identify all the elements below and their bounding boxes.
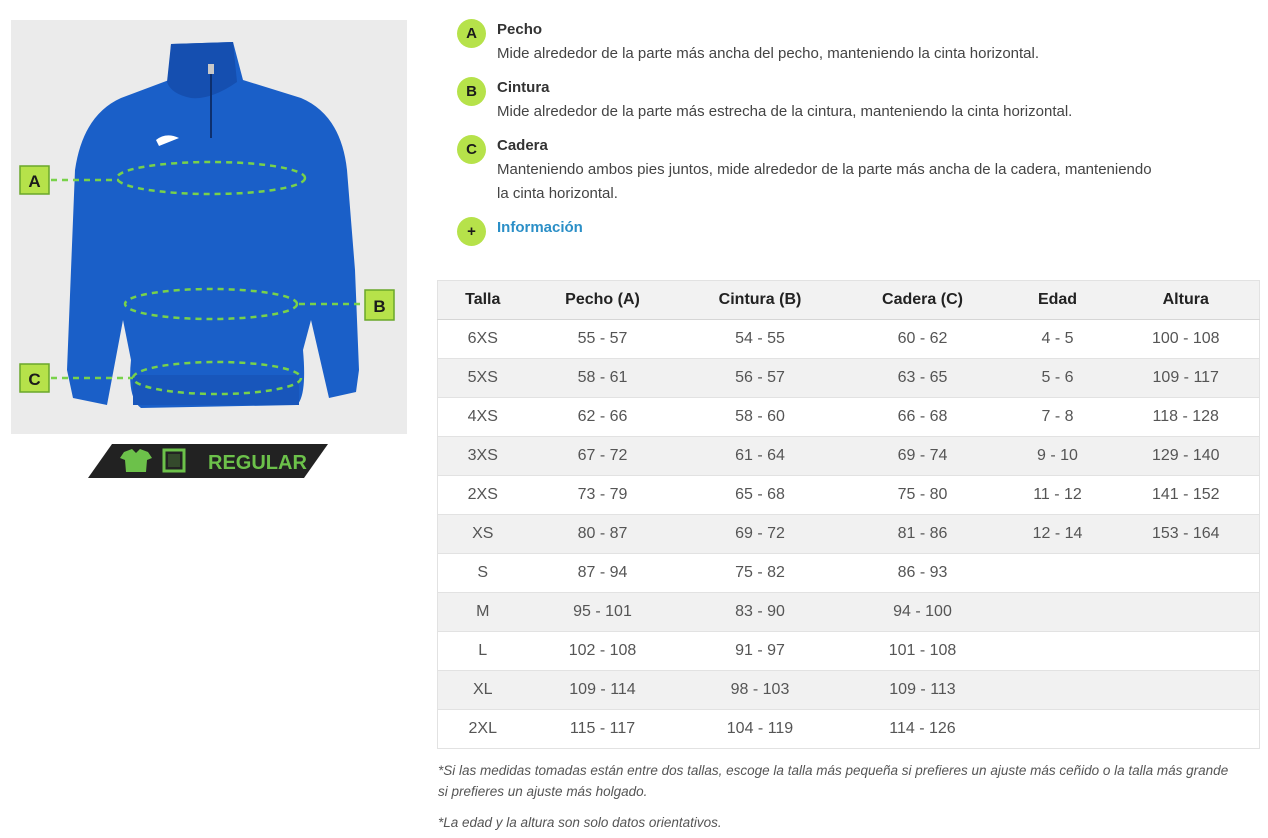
- zipper-pull: [208, 64, 214, 74]
- note-age-height: *La edad y la altura son solo datos orientativos.: [438, 815, 722, 830]
- info-link[interactable]: Información: [497, 219, 583, 236]
- size-table: [437, 280, 1260, 749]
- table-cell: 63 - 65: [843, 359, 1003, 398]
- table-row: [438, 320, 1260, 359]
- table-cell: M: [438, 593, 528, 632]
- table-cell: [1113, 710, 1260, 749]
- table-row: [438, 554, 1260, 593]
- guide-desc-hip-line1: Manteniendo ambos pies juntos, mide alrededor de la parte más ancha de la cadera, manteniendo: [497, 161, 1152, 178]
- table-cell: [1003, 671, 1113, 710]
- table-cell: 75 - 82: [678, 554, 843, 593]
- table-cell: 101 - 108: [843, 632, 1003, 671]
- table-cell: 6XS: [438, 320, 528, 359]
- table-header-row: [438, 281, 1260, 320]
- table-cell: 2XL: [438, 710, 528, 749]
- header-edad: Edad: [1003, 281, 1113, 320]
- table-cell: 67 - 72: [528, 437, 678, 476]
- table-row: [438, 671, 1260, 710]
- table-cell: 55 - 57: [528, 320, 678, 359]
- note-sizing: [438, 760, 1268, 802]
- table-cell: [1113, 671, 1260, 710]
- header-cadera: Cadera (C): [843, 281, 1003, 320]
- table-cell: 66 - 68: [843, 398, 1003, 437]
- table-cell: XS: [438, 515, 528, 554]
- table-cell: 12 - 14: [1003, 515, 1113, 554]
- table-cell: [1003, 632, 1113, 671]
- table-cell: 86 - 93: [843, 554, 1003, 593]
- table-cell: 141 - 152: [1113, 476, 1260, 515]
- table-cell: 83 - 90: [678, 593, 843, 632]
- table-cell: 7 - 8: [1003, 398, 1113, 437]
- table-cell: 118 - 128: [1113, 398, 1260, 437]
- table-cell: 73 - 79: [528, 476, 678, 515]
- table-cell: 115 - 117: [528, 710, 678, 749]
- table-cell: 80 - 87: [528, 515, 678, 554]
- table-cell: 69 - 74: [843, 437, 1003, 476]
- header-altura: Altura: [1113, 281, 1260, 320]
- note-sizing-line2: si prefieres un ajuste más holgado.: [438, 784, 648, 799]
- sweatshirt-drawing: [11, 20, 407, 434]
- table-row: [438, 476, 1260, 515]
- table-cell: 100 - 108: [1113, 320, 1260, 359]
- table-cell: 114 - 126: [843, 710, 1003, 749]
- table-cell: 5XS: [438, 359, 528, 398]
- badge-b: B: [457, 77, 486, 106]
- table-cell: 87 - 94: [528, 554, 678, 593]
- table-row: [438, 437, 1260, 476]
- table-cell: [1003, 593, 1113, 632]
- guide-desc-chest: Mide alrededor de la parte más ancha del pecho, manteniendo la cinta horizontal.: [497, 45, 1040, 62]
- header-talla: Talla: [438, 281, 528, 320]
- table-cell: 4XS: [438, 398, 528, 437]
- table-cell: 4 - 5: [1003, 320, 1113, 359]
- table-cell: 104 - 119: [678, 710, 843, 749]
- table-cell: 2XS: [438, 476, 528, 515]
- guide-title-hip: Cadera: [497, 137, 548, 154]
- table-body: [438, 320, 1260, 749]
- table-cell: 3XS: [438, 437, 528, 476]
- label-a-text: A: [28, 172, 41, 191]
- table-cell: 129 - 140: [1113, 437, 1260, 476]
- table-row: [438, 593, 1260, 632]
- table-cell: 153 - 164: [1113, 515, 1260, 554]
- note-sizing-line1: *Si las medidas tomadas están entre dos tallas, escoge la talla más pequeña si prefieres un ajuste más ceñido o la talla más grande: [438, 763, 1229, 778]
- garment-illustration: [11, 20, 407, 434]
- table-cell: 61 - 64: [678, 437, 843, 476]
- table-cell: 91 - 97: [678, 632, 843, 671]
- badge-c: C: [457, 135, 486, 164]
- table-cell: 94 - 100: [843, 593, 1003, 632]
- guide-item-info[interactable]: [457, 216, 1217, 240]
- measurement-guide: [457, 18, 1217, 250]
- plus-icon[interactable]: +: [457, 217, 486, 246]
- guide-item-chest: [457, 18, 1217, 66]
- table-row: [438, 632, 1260, 671]
- table-row: [438, 359, 1260, 398]
- table-cell: 109 - 117: [1113, 359, 1260, 398]
- label-c-text: C: [28, 370, 41, 389]
- guide-desc-waist: Mide alrededor de la parte más estrecha de la cintura, manteniendo la cinta horizontal.: [497, 103, 1073, 120]
- label-b-text: B: [373, 297, 386, 316]
- table-cell: 54 - 55: [678, 320, 843, 359]
- table-cell: 98 - 103: [678, 671, 843, 710]
- table-cell: 60 - 62: [843, 320, 1003, 359]
- header-pecho: Pecho (A): [528, 281, 678, 320]
- guide-item-hip: [457, 134, 1217, 206]
- table-cell: 75 - 80: [843, 476, 1003, 515]
- table-cell: 9 - 10: [1003, 437, 1113, 476]
- table-row: [438, 515, 1260, 554]
- table-cell: 65 - 68: [678, 476, 843, 515]
- table-cell: [1003, 710, 1113, 749]
- table-cell: 69 - 72: [678, 515, 843, 554]
- table-row: [438, 398, 1260, 437]
- fit-badge: [88, 444, 328, 478]
- table-cell: 5 - 6: [1003, 359, 1113, 398]
- table-cell: [1113, 554, 1260, 593]
- table-cell: L: [438, 632, 528, 671]
- header-cintura: Cintura (B): [678, 281, 843, 320]
- table-cell: 95 - 101: [528, 593, 678, 632]
- table-cell: S: [438, 554, 528, 593]
- table-cell: 58 - 60: [678, 398, 843, 437]
- table-row: [438, 710, 1260, 749]
- guide-title-chest: Pecho: [497, 21, 543, 38]
- table-cell: 11 - 12: [1003, 476, 1113, 515]
- table-cell: 109 - 114: [528, 671, 678, 710]
- badge-a: A: [457, 19, 486, 48]
- table-cell: XL: [438, 671, 528, 710]
- sweatshirt-body: [67, 42, 359, 408]
- table-cell: [1113, 632, 1260, 671]
- table-cell: 102 - 108: [528, 632, 678, 671]
- guide-item-waist: [457, 76, 1217, 124]
- guide-title-waist: Cintura: [497, 79, 550, 96]
- guide-desc-hip-line2: la cinta horizontal.: [497, 185, 618, 202]
- table-cell: 58 - 61: [528, 359, 678, 398]
- table-cell: [1003, 554, 1113, 593]
- table-cell: 56 - 57: [678, 359, 843, 398]
- table-cell: 62 - 66: [528, 398, 678, 437]
- table-cell: [1113, 593, 1260, 632]
- table-cell: 81 - 86: [843, 515, 1003, 554]
- fit-label: REGULAR: [208, 452, 307, 474]
- table-cell: 109 - 113: [843, 671, 1003, 710]
